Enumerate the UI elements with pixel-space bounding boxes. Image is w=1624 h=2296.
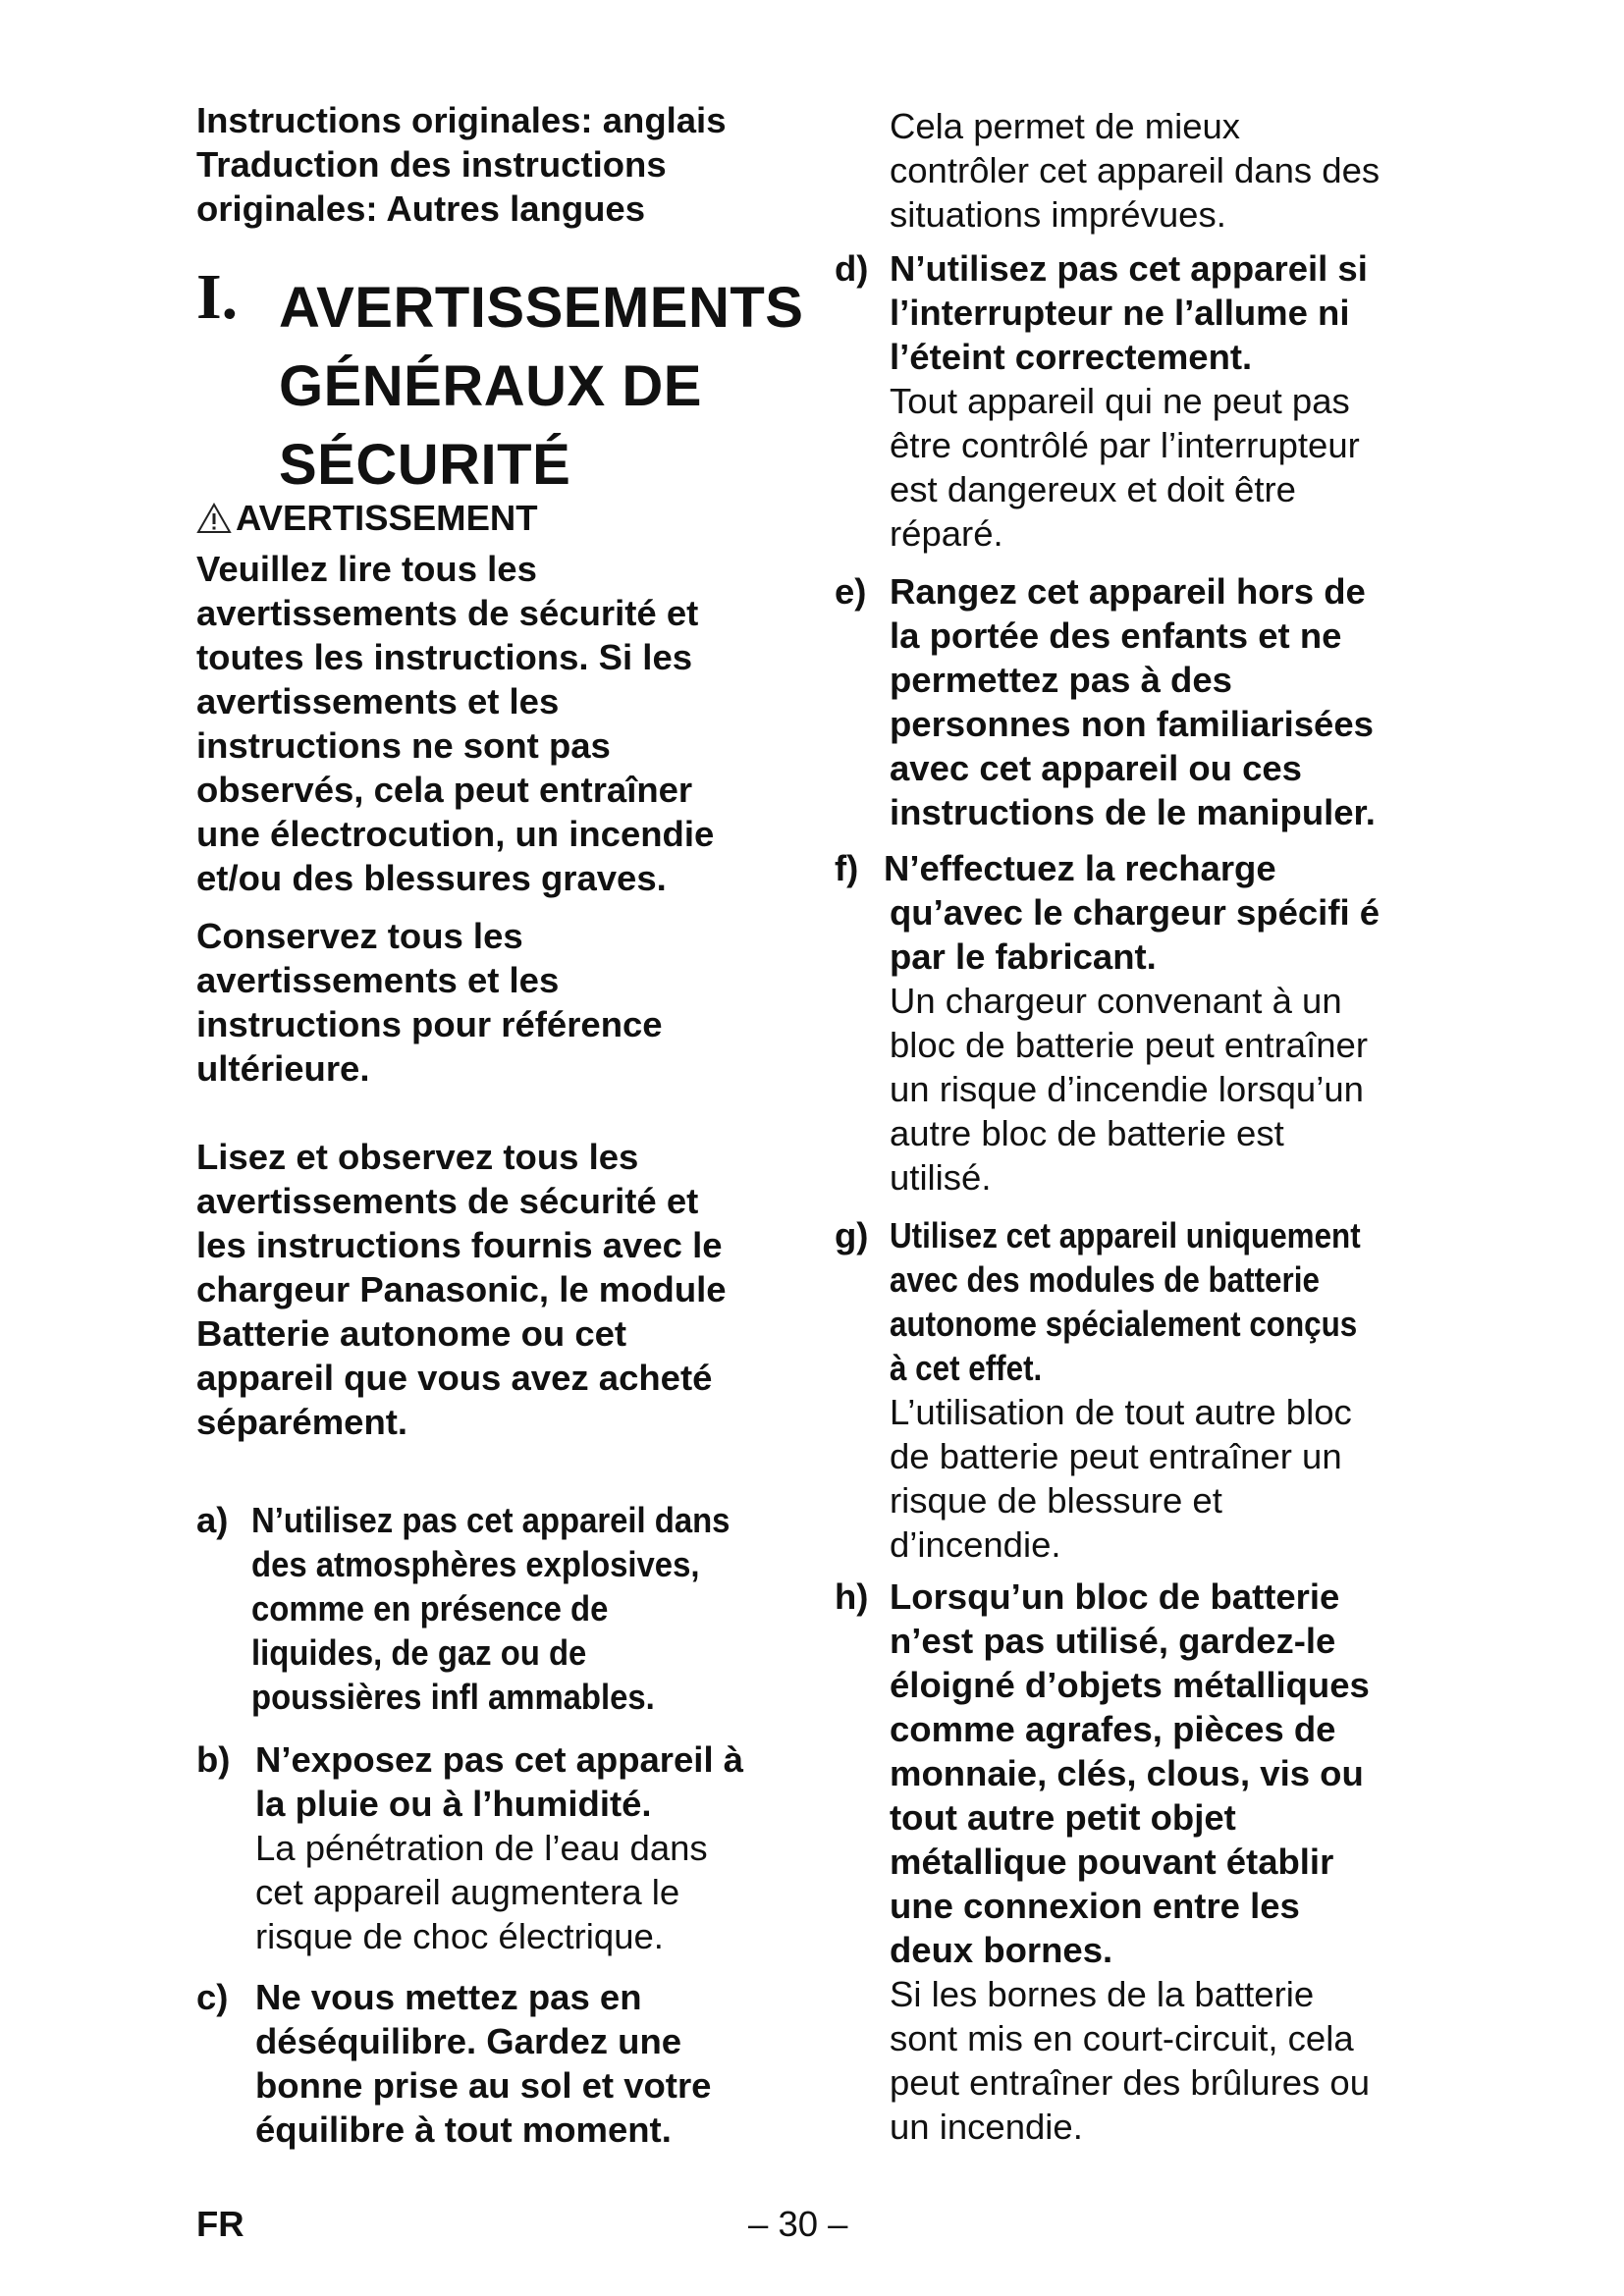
text-line: ultérieure. bbox=[196, 1048, 370, 1089]
warning-label: AVERTISSEMENT bbox=[236, 498, 538, 538]
item-label: h) bbox=[835, 1576, 869, 1617]
list-item-a bbox=[196, 1498, 825, 1724]
text-line: équilibre à tout moment. bbox=[255, 2109, 672, 2150]
text-line: avertissements et les bbox=[196, 960, 560, 1000]
item-g-text bbox=[890, 1213, 1437, 1567]
text-line: avec cet appareil ou ces bbox=[890, 748, 1302, 788]
text-line: un risque d’incendie lorsqu’un bbox=[890, 1069, 1364, 1109]
text-line: observés, cela peut entraîner bbox=[196, 770, 693, 810]
item-d-text bbox=[890, 246, 1368, 556]
text-line: situations imprévues. bbox=[890, 194, 1226, 235]
text-line: de batterie peut entraîner un bbox=[890, 1436, 1342, 1476]
text-line: poussières infl ammables. bbox=[251, 1677, 655, 1717]
text-line: deux bornes. bbox=[890, 1930, 1113, 1970]
text-line: séparément. bbox=[196, 1402, 408, 1442]
text-line: autonome spécialement conçus bbox=[890, 1304, 1358, 1344]
text-line: comme agrafes, pièces de bbox=[890, 1709, 1336, 1749]
warning-heading bbox=[196, 496, 538, 540]
text-line: Batterie autonome ou cet bbox=[196, 1313, 627, 1354]
header-block bbox=[196, 98, 727, 231]
text-line: les instructions fournis avec le bbox=[196, 1225, 723, 1265]
text-line: un incendie. bbox=[890, 2107, 1083, 2147]
text-line: autre bloc de batterie est bbox=[890, 1113, 1284, 1153]
item-label: b) bbox=[196, 1739, 231, 1780]
text-line: est dangereux et doit être bbox=[890, 469, 1296, 509]
header-line: Traduction des instructions bbox=[196, 144, 667, 185]
item-label: d) bbox=[835, 248, 869, 289]
text-line: avertissements de sécurité et bbox=[196, 1181, 699, 1221]
text-line: Ne vous mettez pas en bbox=[255, 1977, 642, 2017]
text-line: Cela permet de mieux bbox=[890, 106, 1241, 146]
item-label: e) bbox=[835, 571, 867, 612]
intro-paragraph-3 bbox=[196, 1135, 805, 1444]
list-item-g bbox=[835, 1213, 1463, 1576]
page-number: – 30 – bbox=[748, 2204, 848, 2244]
text-line: N’exposez pas cet appareil à bbox=[255, 1739, 744, 1780]
text-line: Veuillez lire tous les bbox=[196, 549, 537, 589]
item-h-text bbox=[890, 1575, 1370, 2149]
item-b-text bbox=[255, 1737, 743, 1958]
text-line: avertissements de sécurité et bbox=[196, 593, 699, 633]
text-line: l’interrupteur ne l’allume ni bbox=[890, 293, 1350, 333]
text-line: qu’avec le chargeur spécifi é bbox=[890, 892, 1380, 933]
section-title-line: SÉCURITÉ bbox=[279, 433, 571, 497]
list-item-f bbox=[835, 846, 1463, 1209]
section-title-line: AVERTISSEMENTS bbox=[279, 276, 804, 340]
text-line: instructions de le manipuler. bbox=[890, 792, 1376, 832]
text-line: utilisé. bbox=[890, 1157, 992, 1198]
section-number: I. bbox=[196, 261, 239, 333]
header-line: Instructions originales: anglais bbox=[196, 100, 727, 140]
item-label: c) bbox=[196, 1977, 229, 2017]
text-line: tout autre petit objet bbox=[890, 1797, 1236, 1838]
list-item-c bbox=[196, 1975, 825, 2162]
text-line: être contrôlé par l’interrupteur bbox=[890, 425, 1360, 465]
text-line: N’effectuez la recharge bbox=[884, 848, 1276, 888]
text-line: Si les bornes de la batterie bbox=[890, 1974, 1315, 2014]
text-line: N’utilisez pas cet appareil dans bbox=[251, 1500, 731, 1540]
text-line: avec des modules de batterie bbox=[890, 1259, 1320, 1300]
text-line: bloc de batterie peut entraîner bbox=[890, 1025, 1368, 1065]
text-line: n’est pas utilisé, gardez-le bbox=[890, 1621, 1336, 1661]
header-line: originales: Autres langues bbox=[196, 188, 646, 229]
text-line: Lorsqu’un bloc de batterie bbox=[890, 1576, 1340, 1617]
text-line: chargeur Panasonic, le module bbox=[196, 1269, 727, 1309]
text-line: la portée des enfants et ne bbox=[890, 615, 1342, 656]
text-line: toutes les instructions. Si les bbox=[196, 637, 693, 677]
item-label: g) bbox=[835, 1215, 869, 1255]
item-label: f) bbox=[835, 848, 859, 888]
text-line: Lisez et observez tous les bbox=[196, 1137, 639, 1177]
item-label: a) bbox=[196, 1500, 229, 1540]
item-e-text bbox=[890, 569, 1376, 834]
text-line: une électrocution, un incendie bbox=[196, 814, 715, 854]
warning-triangle-icon bbox=[196, 503, 232, 534]
item-a-text bbox=[251, 1498, 784, 1719]
item-f-text bbox=[835, 846, 1380, 1200]
text-line: permettez pas à des bbox=[890, 660, 1232, 700]
text-line: risque de blessure et bbox=[890, 1480, 1222, 1521]
intro-paragraph-1 bbox=[196, 547, 805, 900]
text-line: Rangez cet appareil hors de bbox=[890, 571, 1366, 612]
footer-language: FR bbox=[196, 2204, 244, 2244]
text-line: éloigné d’objets métalliques bbox=[890, 1665, 1370, 1705]
text-line: contrôler cet appareil dans des bbox=[890, 150, 1380, 190]
text-line: par le fabricant. bbox=[890, 936, 1157, 977]
text-line: liquides, de gaz ou de bbox=[251, 1632, 587, 1673]
text-line: peut entraîner des brûlures ou bbox=[890, 2062, 1371, 2103]
text-line: instructions pour référence bbox=[196, 1004, 663, 1044]
text-line: avertissements et les bbox=[196, 681, 560, 721]
item-c-continued bbox=[890, 104, 1479, 237]
list-item-b bbox=[196, 1737, 825, 1963]
text-line: personnes non familiarisées bbox=[890, 704, 1374, 744]
text-line: Utilisez cet appareil uniquement bbox=[890, 1215, 1361, 1255]
text-line: d’incendie. bbox=[890, 1524, 1061, 1565]
text-line: métallique pouvant établir bbox=[890, 1842, 1334, 1882]
text-line: des atmosphères explosives, bbox=[251, 1544, 700, 1584]
text-line: instructions ne sont pas bbox=[196, 725, 611, 766]
text-line: Un chargeur convenant à un bbox=[890, 981, 1342, 1021]
text-line: l’éteint correctement. bbox=[890, 337, 1253, 377]
text-line: Tout appareil qui ne peut pas bbox=[890, 381, 1350, 421]
text-line: risque de choc électrique. bbox=[255, 1916, 664, 1956]
section-title-line: GÉNÉRAUX DE bbox=[279, 354, 702, 418]
text-line: Conservez tous les bbox=[196, 916, 523, 956]
text-line: à cet effet. bbox=[890, 1348, 1043, 1388]
text-line: déséquilibre. Gardez une bbox=[255, 2021, 682, 2061]
text-line: monnaie, clés, clous, vis ou bbox=[890, 1753, 1364, 1793]
item-c-text bbox=[255, 1975, 711, 2152]
text-line: comme en présence de bbox=[251, 1588, 609, 1629]
text-line: appareil que vous avez acheté bbox=[196, 1358, 713, 1398]
text-line: réparé. bbox=[890, 513, 1003, 554]
text-line: L’utilisation de tout autre bloc bbox=[890, 1392, 1352, 1432]
list-item-e bbox=[835, 569, 1463, 844]
text-line: sont mis en court-circuit, cela bbox=[890, 2018, 1354, 2058]
list-item-d bbox=[835, 246, 1463, 561]
text-line: La pénétration de l’eau dans bbox=[255, 1828, 708, 1868]
text-line: N’utilisez pas cet appareil si bbox=[890, 248, 1368, 289]
list-item-h bbox=[835, 1575, 1463, 2163]
intro-paragraph-2 bbox=[196, 914, 805, 1091]
text-line: cet appareil augmentera le bbox=[255, 1872, 680, 1912]
text-line: la pluie ou à l’humidité. bbox=[255, 1784, 652, 1824]
text-line: une connexion entre les bbox=[890, 1886, 1300, 1926]
text-line: bonne prise au sol et votre bbox=[255, 2065, 712, 2106]
text-line: et/ou des blessures graves. bbox=[196, 858, 667, 898]
section-title bbox=[279, 269, 803, 505]
